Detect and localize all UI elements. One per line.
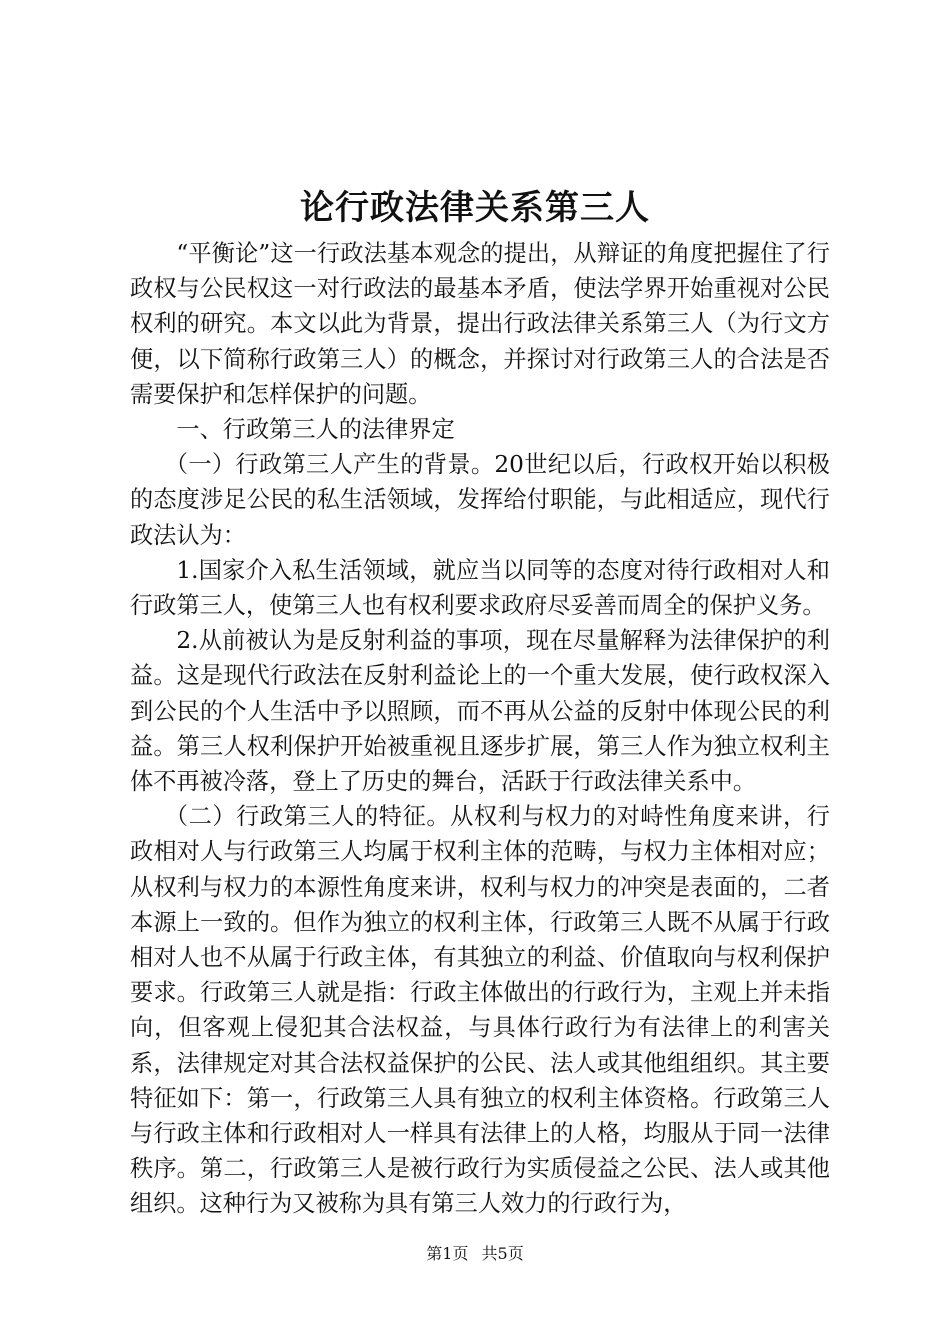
paragraph-point-2: 2.从前被认为是反射利益的事项，现在尽量解释为法律保护的利益。这是现代行政法在反射利益论上的一个重大发展，使行政权深入到公民的个人生活中予以照顾，而不再从公益的反射中体现公民的利益。第三人权利保护开始被重视且逐步扩展，第三人作为独立权利主体不再被冷落，登上了历史的舞台，活跃于行政法律关系中。 <box>130 627 830 796</box>
section-heading-1: 一、行政第三人的法律界定 <box>176 416 455 444</box>
page-footer <box>0 1244 950 1264</box>
paragraph-characteristics: （二）行政第三人的特征。从权利与权力的对峙性角度来讲，行政相对人与行政第三人均属于权利主体的范畴，与权力主体相对应；从权利与权力的本源性角度来讲，权利与权力的冲突是表面的，二者本源上一致的。但作为独立的权利主体，行政第三人既不从属于行政相对人也不从属于行政主体，有其独立的利益、价值取向与权利保护要求。行政第三人就是指：行政主体做出的行政行为，主观上并未指向，但客观上侵犯其合法权益，与具体行政行为有法律上的利害关系，法律规定对其合法权益保护的公民、法人或其他组组织。其主要特征如下：第一，行政第三人具有独立的权利主体资格。行政第三人与行政主体和行政相对人一样具有法律上的人格，均服从于同一法律秩序。第二，行政第三人是被行政行为实质侵益之公民、法人或其他组织。这种行为又被称为具有第三人效力的行政行为， <box>130 803 830 1218</box>
paragraph-point-1: 1.国家介入私生活领域，就应当以同等的态度对待行政相对人和行政第三人，使第三人也有权利要求政府尽妥善而周全的保护义务。 <box>130 556 830 620</box>
page-total: 共5页 <box>481 1244 524 1263</box>
page-number: 第1页 <box>426 1244 469 1263</box>
document-body <box>130 236 830 1222</box>
paragraph-intro: “平衡论”这一行政法基本观念的提出，从辩证的角度把握住了行政权与公民权这一对行政法的最基本矛盾，使法学界开始重视对公民权利的研究。本文以此为背景，提出行政法律关系第三人（为行文方便，以下简称行政第三人）的概念，并探讨对行政第三人的合法是否需要保护和怎样保护的问题。 <box>130 240 830 408</box>
document-title: 论行政法律关系第三人 <box>300 188 650 228</box>
paragraph-background: （一）行政第三人产生的背景。20世纪以后，行政权开始以积极的态度涉足公民的私生活领域，发挥给付职能，与此相适应，现代行政法认为： <box>130 451 830 549</box>
